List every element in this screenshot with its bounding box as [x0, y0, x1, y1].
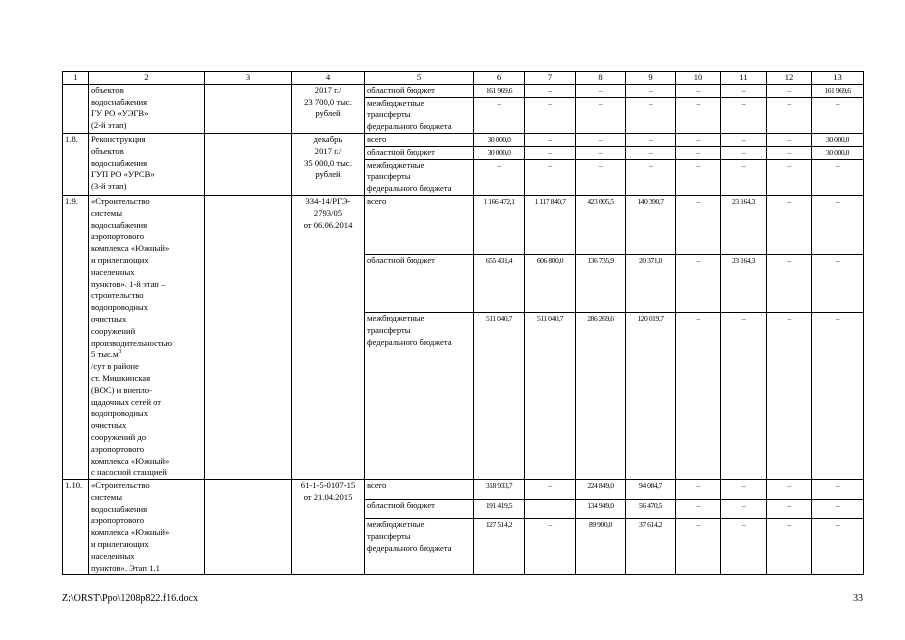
funding-source [365, 480, 474, 500]
item-name-text: водоснабжения [91, 219, 148, 230]
empty-column-3 [205, 133, 292, 195]
amount-cell: – [767, 254, 812, 313]
item-name-line [91, 231, 202, 243]
item-name-text: с насосной станцией [91, 467, 167, 478]
amount-cell: – [676, 97, 721, 133]
funding-source-text: областной бюджет [367, 254, 435, 265]
amount-cell [525, 499, 576, 519]
item-name [89, 84, 205, 133]
amount-cell: – [576, 84, 626, 97]
amount-cell: – [767, 195, 812, 254]
item-name-line [91, 279, 202, 291]
item-name-text: ГУ РО «УЭГВ» [91, 108, 149, 119]
amount-cell: – [676, 133, 721, 146]
amount-cell: – [626, 97, 676, 133]
funding-source-line [367, 313, 471, 325]
column-header-8: 8 [576, 72, 626, 85]
item-name-line [91, 120, 202, 132]
funding-source-line [367, 480, 471, 492]
column-header-11: 11 [721, 72, 767, 85]
amount-cell: – [767, 499, 812, 519]
item-name-text: «Строительство [91, 480, 150, 491]
amount-cell: – [676, 480, 721, 500]
item-name-text: (ВОС) и внепло- [91, 384, 152, 395]
item-name-line [91, 302, 202, 314]
amount-cell: 161 969,6 [474, 84, 525, 97]
funding-source-text: всего [367, 480, 387, 491]
amount-cell: – [474, 97, 525, 133]
project-document-line [294, 97, 362, 109]
item-name-line [91, 361, 202, 373]
project-document-text: 23 700,0 тыс. [304, 96, 352, 107]
amount-cell: 56 470,5 [626, 499, 676, 519]
funding-source-line [367, 325, 471, 337]
amount-cell: – [525, 519, 576, 575]
funding-source-text: межбюджетные [367, 97, 425, 108]
page-number: 33 [853, 593, 863, 604]
funding-source [365, 146, 474, 159]
item-name-line [91, 267, 202, 279]
project-document [292, 133, 365, 195]
empty-column-3 [205, 480, 292, 575]
item-name-text: сооружений до [91, 431, 147, 442]
item-name-text: водопроводных [91, 302, 149, 313]
funding-source-line [367, 121, 471, 133]
project-document-line [294, 158, 362, 170]
amount-cell: – [812, 195, 864, 254]
item-name-line [91, 338, 202, 350]
footer-file-path: Z:\ORST\Ppo\1208p822.f16.docx [62, 593, 199, 604]
funding-source-text: межбюджетные [367, 159, 425, 170]
amount-cell: – [474, 159, 525, 195]
item-name-text: (2-й этап) [91, 120, 127, 131]
item-name-text: объектов [91, 145, 124, 156]
project-document-text: 334-14/РГЭ- [305, 195, 351, 206]
amount-cell: – [767, 97, 812, 133]
project-document-text: от 06.06.2014 [303, 219, 353, 230]
funding-source-text: областной бюджет [367, 146, 435, 157]
amount-cell: 511 040,7 [474, 313, 525, 480]
item-number: 1.8. [63, 133, 89, 195]
table-body [63, 72, 864, 575]
funding-source-line [367, 531, 471, 543]
project-document [292, 480, 365, 575]
funding-source-line [367, 183, 471, 195]
empty-column-3 [205, 84, 292, 133]
item-name-text: объектов [91, 84, 124, 95]
superscript: 3 [118, 349, 122, 356]
amount-cell: – [812, 159, 864, 195]
project-document-text: рублей [315, 169, 341, 180]
project-document-text: декабрь [313, 133, 343, 144]
column-header-13: 13 [812, 72, 864, 85]
funding-source-text: межбюджетные [367, 313, 425, 324]
amount-cell: – [721, 146, 767, 159]
amount-cell: – [576, 159, 626, 195]
item-number: 1.10. [63, 480, 89, 575]
item-name-line [91, 196, 202, 208]
project-document-line [294, 492, 362, 504]
item-number [63, 84, 89, 133]
amount-cell: 136 735,9 [576, 254, 626, 313]
table-row [63, 84, 864, 97]
item-name-text: и прилегающих [91, 539, 149, 550]
amount-cell: 1 117 840,7 [525, 195, 576, 254]
item-name-text: водопроводных [91, 408, 149, 419]
amount-cell: – [767, 480, 812, 500]
project-document-line [294, 134, 362, 146]
amount-cell: 511 040,7 [525, 313, 576, 480]
item-name-line [91, 432, 202, 444]
item-name-text: ГУП РО «УРСВ» [91, 169, 155, 180]
amount-cell: 127 514,2 [474, 519, 525, 575]
project-document-line [294, 85, 362, 97]
item-name-line [91, 467, 202, 479]
amount-cell: – [767, 519, 812, 575]
amount-cell: 120 019,7 [626, 313, 676, 480]
amount-cell: – [676, 195, 721, 254]
item-name-text: комплекса «Южный» [91, 527, 170, 538]
project-document-line [294, 196, 362, 208]
funding-source [365, 519, 474, 575]
amount-cell: – [721, 499, 767, 519]
item-name-text: ст. Мишкинская [91, 372, 151, 383]
funding-source [365, 159, 474, 195]
item-name-text: производительностью [91, 337, 173, 348]
amount-cell: – [812, 97, 864, 133]
funding-source [365, 254, 474, 313]
item-name-text: 5 тыс.м [91, 349, 119, 360]
column-header-9: 9 [626, 72, 676, 85]
column-header-2: 2 [89, 72, 205, 85]
item-name-text: водоснабжения [91, 157, 148, 168]
amount-cell: – [626, 133, 676, 146]
amount-cell: 655 431,4 [474, 254, 525, 313]
amount-cell: – [676, 146, 721, 159]
amount-cell: – [676, 254, 721, 313]
amount-cell: – [721, 133, 767, 146]
item-name-line [91, 243, 202, 255]
funding-source-text: межбюджетные [367, 519, 425, 530]
amount-cell: – [767, 133, 812, 146]
item-name-text: водоснабжения [91, 96, 148, 107]
amount-cell: – [767, 146, 812, 159]
amount-cell: – [626, 159, 676, 195]
funding-source-line [367, 160, 471, 172]
amount-cell: – [525, 480, 576, 500]
project-document [292, 84, 365, 133]
item-name-text: очистных [91, 420, 127, 431]
amount-cell: 89 900,0 [576, 519, 626, 575]
item-name-line [91, 85, 202, 97]
item-name-line [91, 181, 202, 193]
amount-cell: – [721, 480, 767, 500]
amount-cell: – [676, 84, 721, 97]
amount-cell: – [812, 254, 864, 313]
amount-cell: 161 969,6 [812, 84, 864, 97]
item-name-line [91, 146, 202, 158]
project-document [292, 195, 365, 479]
item-name-line [91, 108, 202, 120]
amount-cell: 30 000,0 [812, 146, 864, 159]
funding-source-line [367, 255, 471, 267]
funding-source-line [367, 171, 471, 183]
column-header-7: 7 [525, 72, 576, 85]
table-row [63, 195, 864, 254]
item-name-line [91, 208, 202, 220]
amount-cell: 1 166 472,1 [474, 195, 525, 254]
table-header-row [63, 72, 864, 85]
funding-source-line [367, 85, 471, 97]
item-name-line [91, 255, 202, 267]
item-name-text: Реконструкция [91, 133, 146, 144]
funding-source-text: трансферты [367, 531, 411, 542]
amount-cell: – [525, 97, 576, 133]
amount-cell: 606 800,0 [525, 254, 576, 313]
project-document-text: 2017 г./ [314, 145, 342, 156]
project-document-line [294, 146, 362, 158]
item-name-text: пунктов». Этап 1.1 [91, 562, 160, 573]
amount-cell: – [626, 84, 676, 97]
item-name-line [91, 349, 202, 361]
amount-cell: 94 084,7 [626, 480, 676, 500]
funding-source-line [367, 134, 471, 146]
item-name-text: аэропортового [91, 515, 145, 526]
item-name-line [91, 527, 202, 539]
item-name-line [91, 492, 202, 504]
amount-cell: – [767, 84, 812, 97]
amount-cell: – [812, 499, 864, 519]
funding-source-text: всего [367, 195, 387, 206]
item-name-line [91, 480, 202, 492]
amount-cell: – [676, 499, 721, 519]
amount-cell: 20 371,0 [626, 254, 676, 313]
project-document-line [294, 169, 362, 181]
column-header-3: 3 [205, 72, 292, 85]
amount-cell: – [525, 133, 576, 146]
amount-cell: – [525, 84, 576, 97]
item-name-line [91, 551, 202, 563]
funding-source-text: всего [367, 133, 387, 144]
amount-cell: – [767, 159, 812, 195]
funding-source-line [367, 98, 471, 110]
item-name-text: системы [91, 491, 123, 502]
item-name-line [91, 408, 202, 420]
amount-cell: 286 269,6 [576, 313, 626, 480]
funding-source-line [367, 147, 471, 159]
item-name-line [91, 169, 202, 181]
item-name-line [91, 504, 202, 516]
project-document-text: 35 000,0 тыс. [304, 157, 352, 168]
funding-source [365, 133, 474, 146]
amount-cell: – [576, 133, 626, 146]
amount-cell: 140 390,7 [626, 195, 676, 254]
empty-column-3 [205, 195, 292, 479]
item-name-line [91, 158, 202, 170]
amount-cell: 224 849,0 [576, 480, 626, 500]
item-name [89, 480, 205, 575]
table-row [63, 480, 864, 500]
item-name-line [91, 456, 202, 468]
column-header-10: 10 [676, 72, 721, 85]
item-name-text: населенных [91, 266, 135, 277]
amount-cell: – [721, 159, 767, 195]
amount-cell: 37 614,2 [626, 519, 676, 575]
project-document-text: от 21.04.2015 [303, 491, 353, 502]
funding-source [365, 313, 474, 480]
project-document-text: 61-1-5-0107-15 [300, 480, 356, 491]
column-header-4: 4 [292, 72, 365, 85]
amount-cell: – [525, 146, 576, 159]
amount-cell: – [812, 313, 864, 480]
item-name-line [91, 134, 202, 146]
item-name-text: аэропортового [91, 231, 145, 242]
funding-source-text: областной бюджет [367, 84, 435, 95]
funding-source-line [367, 500, 471, 512]
column-header-12: 12 [767, 72, 812, 85]
item-name-line [91, 326, 202, 338]
amount-cell: – [812, 480, 864, 500]
funding-source-line [367, 196, 471, 208]
amount-cell: – [676, 159, 721, 195]
amount-cell: – [576, 146, 626, 159]
funding-source [365, 97, 474, 133]
funding-source-line [367, 543, 471, 555]
amount-cell: – [576, 97, 626, 133]
item-name-text: аэропортового [91, 443, 145, 454]
item-name-text: водоснабжения [91, 503, 148, 514]
amount-cell: – [525, 159, 576, 195]
item-name-text: «Строительство [91, 195, 150, 206]
funding-source-line [367, 337, 471, 349]
funding-source-line [367, 109, 471, 121]
item-name-line [91, 385, 202, 397]
column-header-6: 6 [474, 72, 525, 85]
item-name-text: комплекса «Южный» [91, 455, 170, 466]
amount-cell: – [767, 313, 812, 480]
project-document-text: 2017 г./ [314, 84, 342, 95]
amount-cell: – [721, 97, 767, 133]
amount-cell: 23 164,3 [721, 195, 767, 254]
item-name-line [91, 97, 202, 109]
budget-table [62, 71, 864, 575]
amount-cell: – [812, 519, 864, 575]
amount-cell: – [721, 84, 767, 97]
item-number: 1.9. [63, 195, 89, 479]
amount-cell: 134 949,0 [576, 499, 626, 519]
item-name-line [91, 539, 202, 551]
project-document-line [294, 208, 362, 220]
table-row [63, 133, 864, 146]
funding-source-text: федерального бюджета [367, 183, 452, 194]
item-name-line [91, 563, 202, 575]
amount-cell: – [676, 313, 721, 480]
item-name-line [91, 420, 202, 432]
item-name-text: пунктов». 1-й этап – [91, 278, 166, 289]
item-name [89, 133, 205, 195]
item-name-text: населенных [91, 550, 135, 561]
project-document-text: рублей [315, 108, 341, 119]
project-document-line [294, 220, 362, 232]
funding-source [365, 499, 474, 519]
item-name-line [91, 290, 202, 302]
item-name-text: щадочных сетей от [91, 396, 162, 407]
funding-source-text: областной бюджет [367, 499, 435, 510]
amount-cell: – [721, 519, 767, 575]
amount-cell: – [721, 313, 767, 480]
item-name-text: сооружений [91, 325, 136, 336]
amount-cell: – [676, 519, 721, 575]
funding-source-text: федерального бюджета [367, 336, 452, 347]
amount-cell: – [626, 146, 676, 159]
amount-cell: 23 164,3 [721, 254, 767, 313]
project-document-line [294, 480, 362, 492]
item-name-line [91, 397, 202, 409]
funding-source-text: трансферты [367, 325, 411, 336]
item-name-line [91, 373, 202, 385]
item-name-text: /сут в районе [91, 361, 139, 372]
funding-source [365, 195, 474, 254]
funding-source-text: федерального бюджета [367, 121, 452, 132]
project-document-text: 2793/05 [313, 207, 343, 218]
funding-source [365, 84, 474, 97]
amount-cell: 30 000,0 [474, 133, 525, 146]
project-document-line [294, 108, 362, 120]
item-name-text: системы [91, 207, 123, 218]
amount-cell: 423 005,5 [576, 195, 626, 254]
amount-cell: 30 000,0 [812, 133, 864, 146]
item-name-text: очистных [91, 313, 127, 324]
item-name-line [91, 314, 202, 326]
column-header-1: 1 [63, 72, 89, 85]
item-name-text: комплекса «Южный» [91, 243, 170, 254]
item-name-text: строительство [91, 290, 144, 301]
funding-source-text: трансферты [367, 109, 411, 120]
column-header-5: 5 [365, 72, 474, 85]
funding-source-text: трансферты [367, 171, 411, 182]
item-name-line [91, 444, 202, 456]
item-name-line [91, 220, 202, 232]
amount-cell: 30 000,0 [474, 146, 525, 159]
item-name [89, 195, 205, 479]
funding-source-text: федерального бюджета [367, 543, 452, 554]
amount-cell: 318 933,7 [474, 480, 525, 500]
item-name-line [91, 515, 202, 527]
item-name-text: и прилегающих [91, 254, 149, 265]
funding-source-line [367, 519, 471, 531]
amount-cell: 191 419,5 [474, 499, 525, 519]
item-name-text: (3-й этап) [91, 181, 127, 192]
